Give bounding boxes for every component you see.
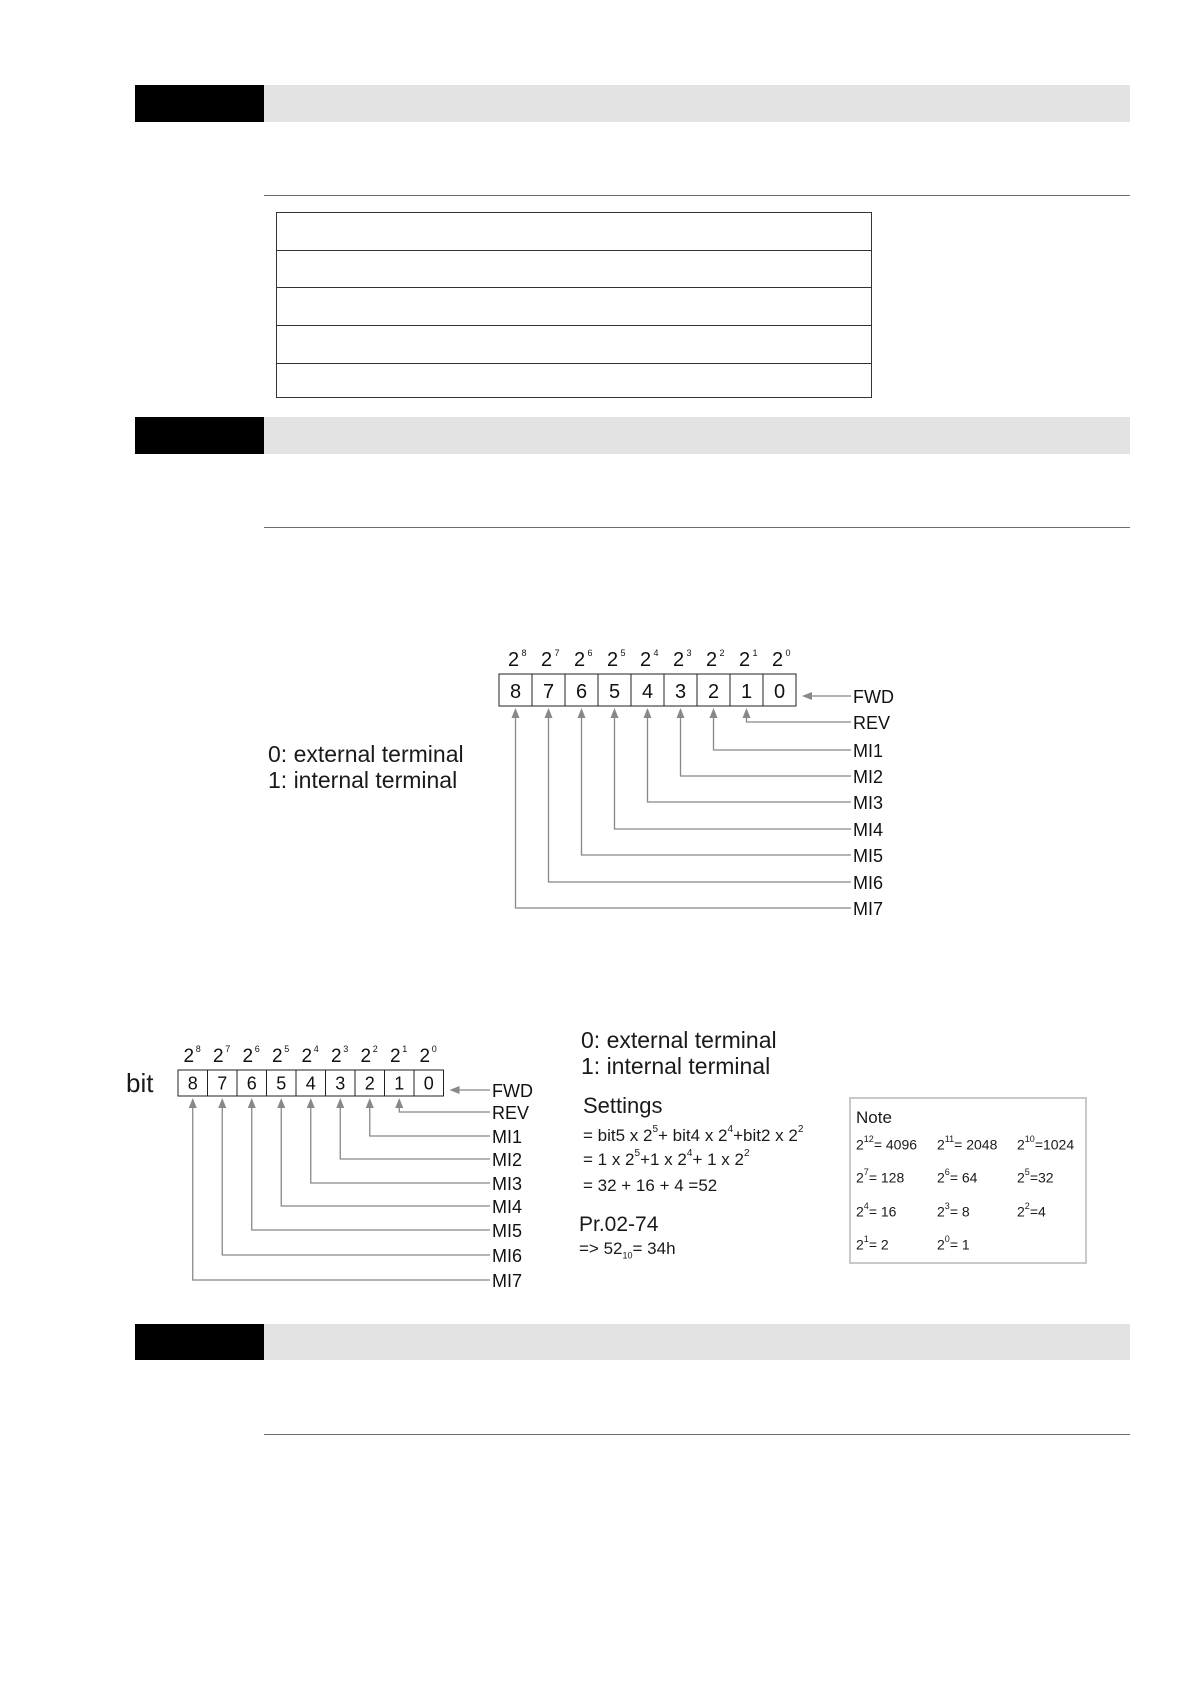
power-exponent: 2 bbox=[719, 648, 725, 658]
power-base: 2 bbox=[212, 1046, 224, 1067]
power-exponent: 4 bbox=[653, 648, 659, 658]
power-exponent: 5 bbox=[284, 1044, 290, 1054]
power-base: 2 bbox=[672, 649, 685, 671]
terminal-label: MI3 bbox=[492, 1174, 523, 1195]
power-exponent: 8 bbox=[521, 648, 527, 658]
terminal-label: MI4 bbox=[492, 1197, 523, 1218]
power-exponent: 3 bbox=[343, 1044, 349, 1054]
note-entry: $2^1= 2$ bbox=[856, 1234, 889, 1253]
power-base: 2 bbox=[540, 649, 553, 671]
power-base: 2 bbox=[242, 1046, 254, 1067]
power-exponent: 0 bbox=[431, 1044, 437, 1054]
bit-number: 7 bbox=[217, 1073, 228, 1094]
leader-line bbox=[648, 716, 852, 802]
bit-number: 2 bbox=[364, 1073, 375, 1094]
power-base: 2 bbox=[507, 649, 520, 671]
leader-line bbox=[516, 716, 852, 908]
bit-number: 4 bbox=[641, 681, 654, 703]
terminal-label: MI1 bbox=[853, 741, 884, 762]
leader-line bbox=[681, 716, 852, 776]
bit-number: 1 bbox=[740, 681, 753, 703]
bit-number: 7 bbox=[542, 681, 555, 703]
leader-line bbox=[615, 716, 852, 829]
power-exponent: 6 bbox=[587, 648, 593, 658]
leader-line bbox=[193, 1106, 490, 1280]
bit-number: 5 bbox=[276, 1073, 287, 1094]
power-base: 2 bbox=[360, 1046, 372, 1067]
power-exponent: 6 bbox=[254, 1044, 260, 1054]
power-exponent: 3 bbox=[686, 648, 692, 658]
leader-line bbox=[549, 716, 852, 882]
power-base: 2 bbox=[419, 1046, 431, 1067]
power-base: 2 bbox=[639, 649, 652, 671]
bit-number: 6 bbox=[575, 681, 588, 703]
power-base: 2 bbox=[183, 1046, 195, 1067]
bit-number: 3 bbox=[674, 681, 687, 703]
legend-external-2: 0: external terminal bbox=[581, 1027, 777, 1053]
formula-line-1: = bit5 x $2^5+ bit4$ x $2^4+bit2$ x $2^2$ bbox=[583, 1124, 804, 1145]
power-exponent: 8 bbox=[195, 1044, 201, 1054]
conversion-result: => $52_{10}= 34h$ bbox=[579, 1239, 676, 1261]
bit-number: 6 bbox=[246, 1073, 257, 1094]
leader-line bbox=[281, 1106, 490, 1206]
arrow-head bbox=[450, 1086, 460, 1094]
power-exponent: 1 bbox=[402, 1044, 408, 1054]
terminal-label: REV bbox=[853, 713, 891, 734]
leader-line bbox=[582, 716, 852, 855]
terminal-label: MI2 bbox=[492, 1150, 523, 1171]
power-exponent: 0 bbox=[785, 648, 791, 658]
note-title: Note bbox=[856, 1108, 892, 1127]
power-base: 2 bbox=[330, 1046, 342, 1067]
arrow-head bbox=[802, 692, 812, 700]
power-exponent: 7 bbox=[225, 1044, 231, 1054]
power-base: 2 bbox=[389, 1046, 401, 1067]
note-entry: $2^0= 1$ bbox=[937, 1234, 970, 1253]
power-exponent: 5 bbox=[620, 648, 626, 658]
terminal-label: MI5 bbox=[492, 1221, 523, 1242]
power-base: 2 bbox=[705, 649, 718, 671]
bit-number: 2 bbox=[707, 681, 720, 703]
power-exponent: 4 bbox=[313, 1044, 319, 1054]
bit-number: 0 bbox=[423, 1073, 434, 1094]
note-entry: $2^{12}= 4096$ bbox=[856, 1134, 918, 1153]
power-base: 2 bbox=[573, 649, 586, 671]
legend-internal-2: 1: internal terminal bbox=[581, 1053, 771, 1079]
bit-number: 3 bbox=[335, 1073, 346, 1094]
note-entry: $2^{10}=1024$ bbox=[1017, 1134, 1075, 1153]
note-box bbox=[849, 1097, 1087, 1264]
terminal-label: FWD bbox=[853, 687, 894, 708]
terminal-label: MI5 bbox=[853, 846, 884, 867]
legend-internal-1: 1: internal terminal bbox=[268, 767, 458, 793]
terminal-label: MI4 bbox=[853, 820, 884, 841]
leader-line bbox=[714, 716, 852, 750]
note-entry: $2^4= 16$ bbox=[856, 1201, 897, 1220]
bit-label: bit bbox=[126, 1068, 154, 1098]
terminal-label: MI1 bbox=[492, 1127, 523, 1148]
formula-line-2: = 1 x $2^5+1$ x $2^4+ 1$ x $2^2$ bbox=[583, 1148, 750, 1169]
bit-number: 4 bbox=[305, 1073, 316, 1094]
bit-number: 8 bbox=[509, 681, 522, 703]
formula-line-3: = 32 + 16 + 4 =52 bbox=[583, 1176, 718, 1195]
power-exponent: 7 bbox=[554, 648, 560, 658]
terminal-label: MI6 bbox=[492, 1246, 523, 1267]
power-base: 2 bbox=[738, 649, 751, 671]
bit-number: 0 bbox=[773, 681, 786, 703]
power-exponent: 1 bbox=[752, 648, 758, 658]
settings-title: Settings bbox=[583, 1093, 663, 1118]
note-entry: $2^5=32$ bbox=[1017, 1167, 1054, 1186]
parameter-name: Pr.02-74 bbox=[579, 1213, 659, 1236]
leader-line bbox=[340, 1106, 490, 1159]
note-entry: $2^2=4$ bbox=[1017, 1201, 1046, 1220]
leader-line bbox=[370, 1106, 490, 1136]
terminal-label: MI3 bbox=[853, 793, 884, 814]
power-base: 2 bbox=[606, 649, 619, 671]
power-exponent: 2 bbox=[372, 1044, 378, 1054]
note-entry: $2^6= 64$ bbox=[937, 1167, 978, 1186]
power-base: 2 bbox=[271, 1046, 283, 1067]
leader-line bbox=[252, 1106, 490, 1230]
bit-number: 1 bbox=[394, 1073, 405, 1094]
terminal-label: MI7 bbox=[492, 1271, 523, 1292]
bit-number: 8 bbox=[187, 1073, 198, 1094]
note-entry: $2^{11}= 2048$ bbox=[937, 1134, 998, 1153]
leader-line bbox=[222, 1106, 490, 1255]
note-entry: $2^3= 8$ bbox=[937, 1201, 970, 1220]
bit-number: 5 bbox=[608, 681, 621, 703]
terminal-label: FWD bbox=[492, 1081, 533, 1102]
legend-external-1: 0: external terminal bbox=[268, 741, 464, 767]
leader-line bbox=[747, 716, 852, 722]
power-base: 2 bbox=[301, 1046, 313, 1067]
terminal-label: REV bbox=[492, 1103, 530, 1124]
leader-line bbox=[399, 1106, 490, 1112]
terminal-label: MI6 bbox=[853, 873, 884, 894]
terminal-label: MI2 bbox=[853, 767, 884, 788]
terminal-label: MI7 bbox=[853, 899, 884, 920]
power-base: 2 bbox=[771, 649, 784, 671]
leader-line bbox=[311, 1106, 490, 1183]
note-entry: $2^7= 128$ bbox=[856, 1167, 905, 1186]
